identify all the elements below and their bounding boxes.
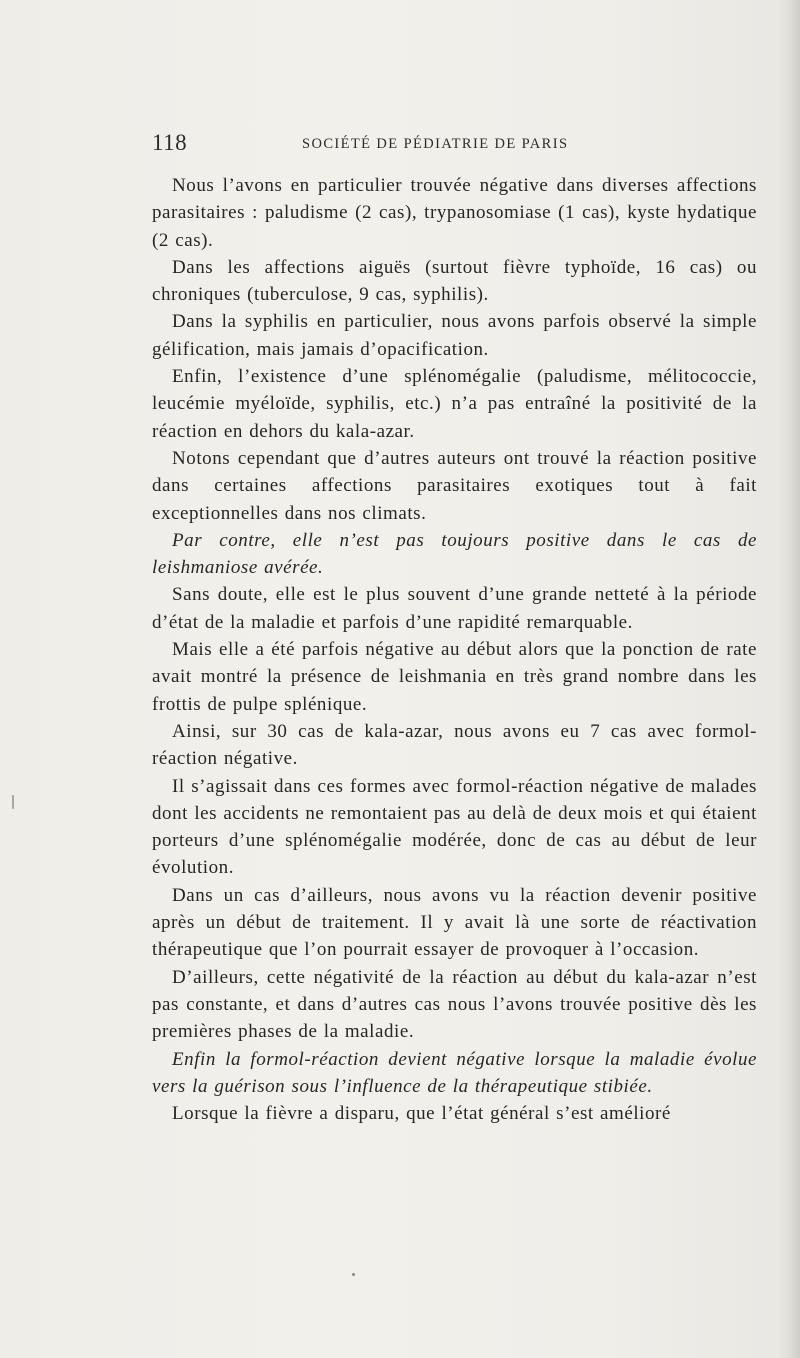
page-header	[152, 130, 764, 160]
page-number: 118	[152, 130, 188, 155]
paragraph: Ainsi, sur 30 cas de kala-azar, nous avons eu 7 cas avec formol-réaction négative.	[152, 720, 757, 770]
paragraph: Il s’agissait dans ces formes avec formol-réaction négative de malades dont les accidents ne remontaient pas au delà de deux mois et qui étaient porteurs d’une splénomégalie modérée, donc de cas au début de leur évolution.	[152, 775, 757, 879]
paragraph: Dans la syphilis en particulier, nous avons parfois observé la simple gélification, mais jamais d’opacification.	[152, 311, 757, 360]
paper-speck	[12, 795, 14, 809]
paragraph: Sans doute, elle est le plus souvent d’une grande netteté à la période d’état de la maladie et parfois d’une rapidité remarquable.	[152, 584, 757, 633]
paper-speck	[352, 1273, 355, 1276]
paragraph: Dans un cas d’ailleurs, nous avons vu la réaction devenir positive après un début de traitement. Il y avait là une sorte de réactivation thérapeutique que l’on pourrait essayer de provoquer à l’occasion.	[152, 884, 757, 961]
body-text	[152, 172, 757, 1127]
paragraph: D’ailleurs, cette négativité de la réaction au début du kala-azar n’est pas constante, et dans d’autres cas nous l’avons trouvée positive dès les premières phases de la maladie.	[152, 966, 757, 1043]
paragraph: Enfin, l’existence d’une splénomégalie (paludisme, mélitococcie, leucémie myéloïde, syphilis, etc.) n’a pas entraîné la positivité de la réaction en dehors du kala-azar.	[152, 366, 757, 442]
running-title: SOCIÉTÉ DE PÉDIATRIE DE PARIS	[302, 136, 569, 152]
paragraph: Dans les affections aiguës (surtout fièvre typhoïde, 16 cas) ou chroniques (tuberculose, 9 cas, syphilis).	[152, 256, 757, 306]
italic-paragraph: Enfin la formol-réaction devient négative lorsque la maladie évolue vers la guérison sous l’influence de la thérapeutique stibiée.	[152, 1048, 757, 1097]
italic-paragraph: Par contre, elle n’est pas toujours positive dans le cas de leishmaniose avérée.	[152, 529, 757, 579]
paragraph: Notons cependant que d’autres auteurs ont trouvé la réaction positive dans certaines affections parasitaires exotiques tout à fait exceptionnelles dans nos climats.	[152, 447, 757, 524]
paragraph: Lorsque la fièvre a disparu, que l’état général s’est amélioré	[172, 1103, 671, 1125]
page-edge-shadow	[778, 0, 800, 1358]
paragraph: Nous l’avons en particulier trouvée négative dans diverses affections parasitaires : paludisme (2 cas), trypanosomiase (1 cas), kyste hydatique (2 cas).	[152, 175, 757, 251]
paragraph: Mais elle a été parfois négative au début alors que la ponction de rate avait montré la présence de leishmania en très grand nombre dans les frottis de pulpe splénique.	[152, 639, 757, 715]
